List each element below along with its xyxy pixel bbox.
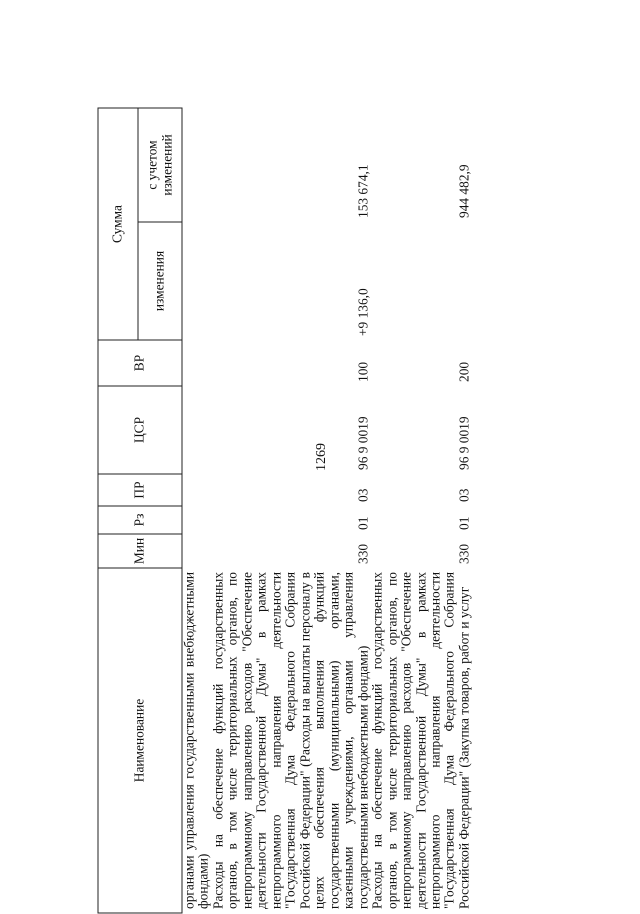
row-rz: 01 (355, 516, 371, 530)
row-csr (182, 386, 211, 474)
row-total: 944 482,9 (456, 164, 472, 218)
row-min: 330 (456, 543, 472, 564)
header-csr: ЦСР (98, 386, 182, 474)
header-rz: Рз (98, 506, 182, 534)
budget-table-sheet (98, 109, 586, 914)
row-csr: 96 9 0019 (456, 416, 472, 470)
row-name: Расходы на обеспечение функций государственных органов, в том числе территориальных органов, по непрограммному направлению расходов "Обеспечение деятельности Государственной Думы" в рамках непрограммного направления деятельности "Государственная Дума Федерального Собрания Российской Федерации" (Расходы на выплаты персоналу в целях обеспечения выполнения функций государственными (муниципальными) органами, казенными учреждениями, органами управления государственными внебюджетными фондами) (210, 572, 371, 909)
table-row (371, 108, 472, 913)
row-change (371, 222, 472, 340)
header-with-change: с учетом изменений (138, 108, 182, 222)
table-row (182, 108, 211, 913)
row-name: Расходы на обеспечение функций государственных органов, в том числе территориальных органов, по непрограммному направлению расходов "Обеспечение деятельности Государственной Думы" в рамках непрограммного направления деятельности "Государственная Дума Федерального Собрания Российской Федерации" (Закупка товаров, работ и услуг (369, 572, 472, 909)
budget-table (98, 107, 472, 913)
row-vr: 200 (456, 361, 472, 382)
row-pr: 03 (355, 488, 371, 502)
row-change: +9 136,0 (355, 288, 371, 336)
header-min: Мин (98, 534, 182, 568)
table-header-row (98, 108, 138, 913)
row-min: 330 (355, 543, 371, 564)
row-rz (182, 506, 211, 534)
row-pr: 03 (456, 488, 472, 502)
page-number: 1269 (314, 443, 329, 471)
header-name: Наименование (98, 568, 182, 913)
header-vr: ВР (98, 340, 182, 386)
row-pr (182, 474, 211, 506)
row-change (182, 222, 211, 340)
table-row (211, 108, 370, 913)
header-sum: Сумма (98, 108, 138, 340)
header-pr: ПР (98, 474, 182, 506)
row-rz: 01 (456, 516, 472, 530)
row-vr (182, 340, 211, 386)
row-total: 153 674,1 (355, 164, 371, 218)
header-change: изменения (138, 222, 182, 340)
row-min (182, 534, 211, 568)
row-total (182, 108, 211, 222)
row-vr: 100 (355, 361, 371, 382)
row-csr: 96 9 0019 (355, 416, 371, 470)
row-name: органами управления государственными внебюджетными фондами) (181, 572, 211, 909)
